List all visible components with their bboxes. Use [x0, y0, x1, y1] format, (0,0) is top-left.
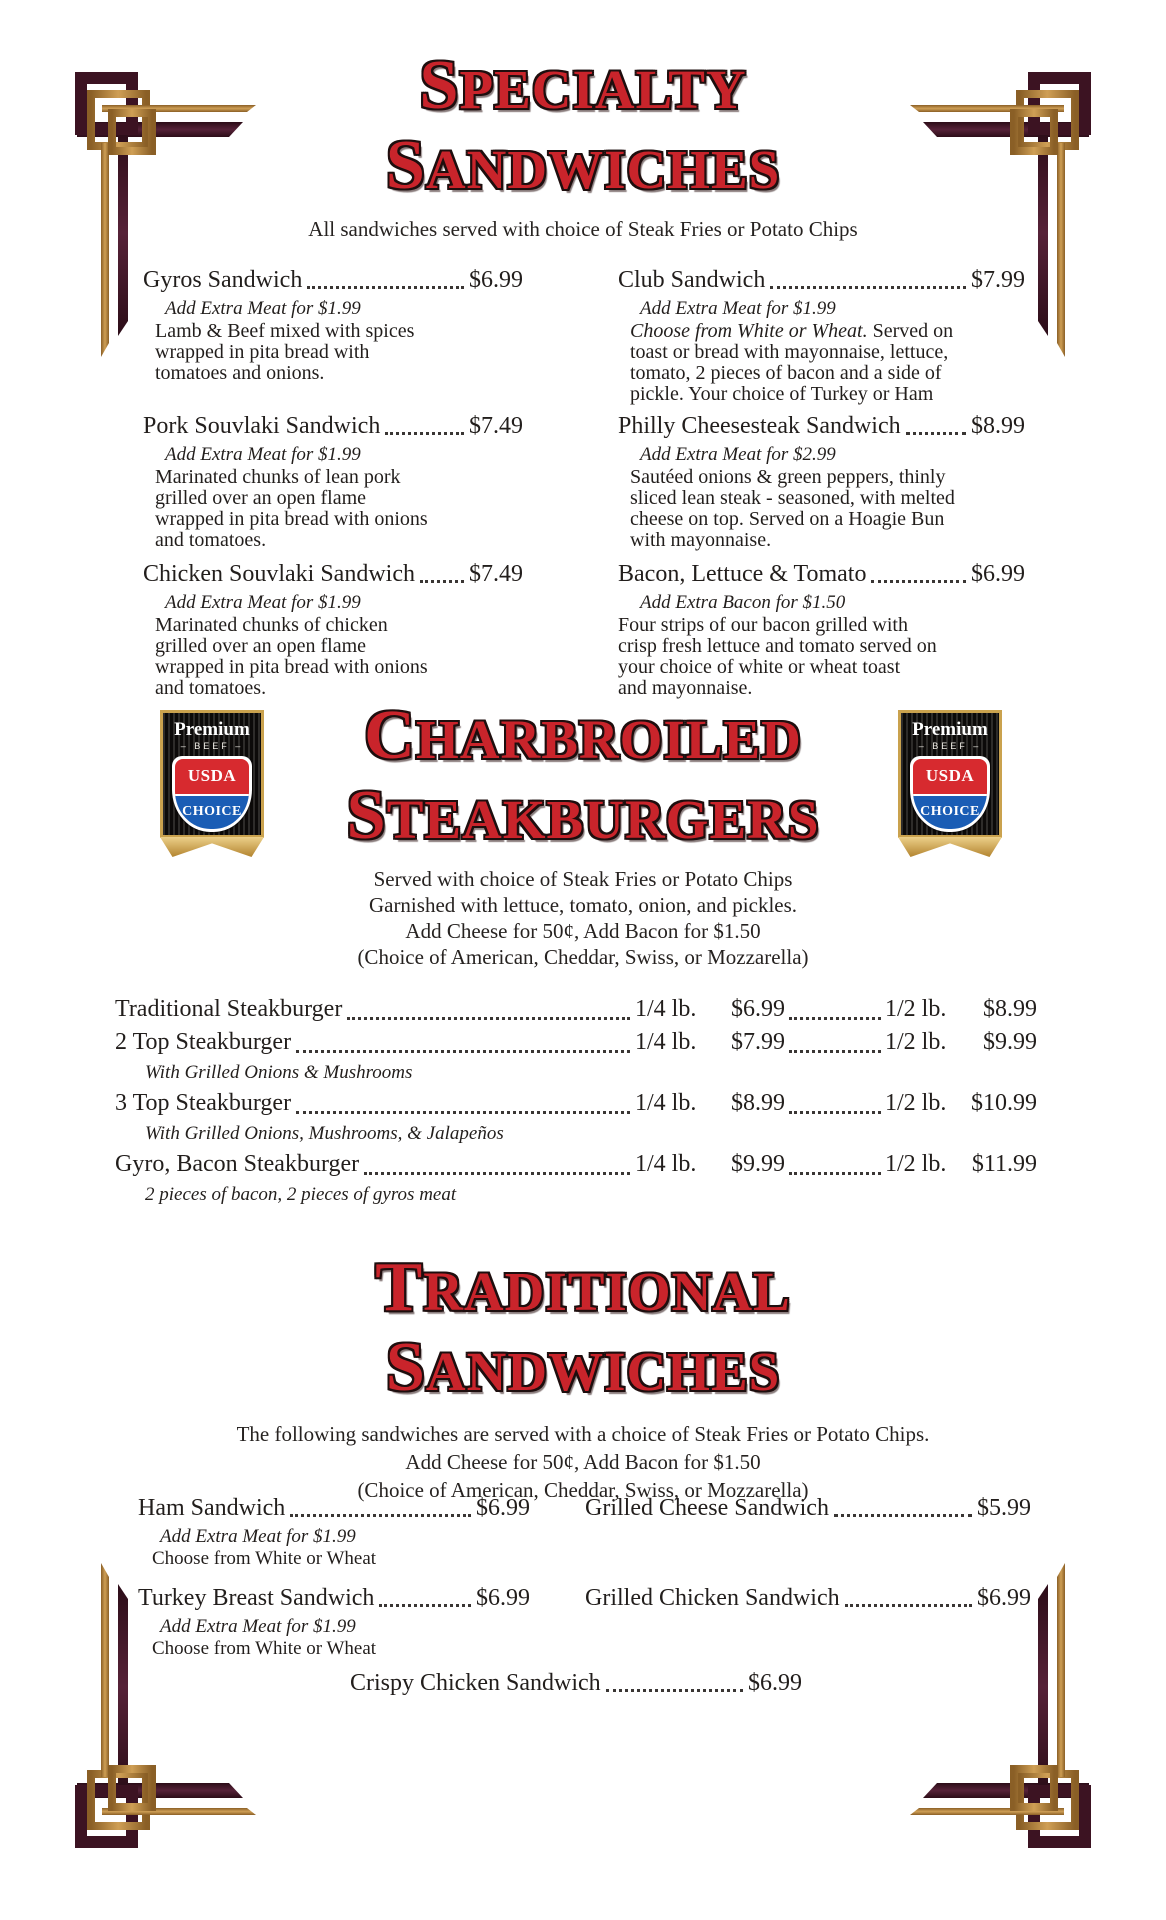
dotted-leader [364, 1172, 630, 1175]
dotted-leader [290, 1514, 471, 1517]
specialty-right-column [618, 265, 1025, 699]
steakburgers-intro-line: (Choice of American, Cheddar, Swiss, or Mozzarella) [357, 945, 809, 969]
dotted-leader [871, 580, 966, 583]
size-label: 1/2 lb. [885, 1090, 947, 1116]
specialty-items [143, 265, 1025, 699]
item-name: Ham Sandwich [138, 1495, 286, 1521]
size-label: 1/4 lb. [635, 996, 697, 1022]
item-price: $6.99 [469, 267, 523, 293]
item-note: Add Extra Meat for $2.99 [640, 444, 836, 465]
traditional-title [0, 1248, 1166, 1504]
item-note: Add Extra Meat for $1.99 [160, 1616, 356, 1637]
item-description [618, 615, 1025, 699]
item-name: Gyros Sandwich [143, 267, 303, 293]
item-name: Philly Cheesesteak Sandwich [618, 413, 901, 439]
dotted-leader [834, 1514, 972, 1517]
item-desc-line: grilled over an open flame [155, 487, 367, 509]
item-desc-line: grilled over an open flame [155, 635, 367, 657]
premium-label: Premium [912, 719, 988, 740]
item-desc-line: cheese on top. Served on a Hoagie Bun [630, 508, 945, 530]
traditional-intro-line: (Choice of American, Cheddar, Swiss, or Mozzarella) [357, 1478, 809, 1502]
item-desc-line: Marinated chunks of lean pork [155, 466, 401, 488]
item-description [155, 321, 523, 384]
specialty-title-line2: SANDWICHES [385, 126, 781, 204]
item-desc-line: your choice of white or wheat toast [618, 656, 901, 678]
dotted-leader [606, 1689, 743, 1692]
steakburgers-title-line1: CHARBROILED [364, 696, 802, 774]
traditional-intro-line: The following sandwiches are served with a choice of Steak Fries or Potato Chips. [236, 1422, 930, 1446]
dotted-leader [385, 432, 464, 435]
item-price: $6.99 [731, 996, 785, 1022]
item-desc-line: sliced lean steak - seasoned, with melted [630, 487, 955, 509]
item-desc-line: Four strips of our bacon grilled with [618, 614, 908, 636]
item-name: Turkey Breast Sandwich [138, 1585, 375, 1611]
item-desc-line: Marinated chunks of chicken [155, 614, 388, 636]
menu-item-blt [618, 559, 1025, 699]
choice-label: CHOICE [913, 796, 987, 829]
item-name: Grilled Chicken Sandwich [585, 1585, 840, 1611]
item-description [630, 467, 1025, 551]
premium-label: Premium [174, 719, 250, 740]
specialty-left-column [143, 265, 523, 699]
item-price: $8.99 [731, 1090, 785, 1116]
dotted-leader [420, 580, 464, 583]
item-note: Add Extra Bacon for $1.50 [640, 592, 846, 613]
item-note: Add Extra Meat for $1.99 [160, 1526, 356, 1547]
menu-item-gyros [143, 265, 523, 411]
steakburger-list [115, 993, 1037, 1209]
item-name: Club Sandwich [618, 267, 766, 293]
item-price: $6.99 [476, 1585, 530, 1611]
item-price: $6.99 [971, 561, 1025, 587]
item-description [155, 467, 523, 551]
item-name: Pork Souvlaki Sandwich [143, 413, 381, 439]
item-desc-line: Sautéed onions & green peppers, thinly [630, 466, 946, 488]
item-desc-line: tomato, 2 pieces of bacon and a side of [630, 362, 942, 384]
size-label: 1/4 lb. [635, 1151, 697, 1177]
item-description [155, 615, 523, 699]
beef-label: – BEEF – [918, 741, 982, 751]
size-label: 1/2 lb. [885, 1151, 947, 1177]
item-price: $8.99 [971, 413, 1025, 439]
dotted-leader [296, 1050, 630, 1053]
dotted-leader [379, 1604, 471, 1607]
item-name: Gyro, Bacon Steakburger [115, 1151, 360, 1177]
item-desc-line: Choose from White or Wheat [152, 1638, 377, 1659]
menu-item-grilled-chicken [585, 1583, 1031, 1667]
item-desc-line: wrapped in pita bread with onions [155, 508, 428, 530]
item-desc-italic: Choose from White or Wheat. [630, 320, 868, 342]
item-price: $8.99 [983, 996, 1037, 1022]
dotted-leader [845, 1604, 972, 1607]
item-name: Chicken Souvlaki Sandwich [143, 561, 415, 587]
specialty-title [0, 46, 1166, 242]
item-desc-line [630, 321, 1025, 342]
dotted-leader [789, 1172, 881, 1175]
dotted-leader [770, 286, 966, 289]
menu-item-turkey [138, 1583, 530, 1667]
menu-item-philly [618, 411, 1025, 559]
item-price: $6.99 [476, 1495, 530, 1521]
traditional-title-line2: SANDWICHES [385, 1328, 781, 1406]
dotted-leader [789, 1111, 881, 1114]
dotted-leader [347, 1017, 630, 1020]
item-name: Bacon, Lettuce & Tomato [618, 561, 867, 587]
item-name: Grilled Cheese Sandwich [585, 1495, 829, 1521]
beef-label: – BEEF – [180, 741, 244, 751]
choice-label: CHOICE [175, 796, 249, 829]
steakburger-row-traditional [115, 993, 1037, 1026]
size-label: 1/2 lb. [885, 996, 947, 1022]
item-price: $7.99 [971, 267, 1025, 293]
traditional-right-column [585, 1493, 1031, 1673]
usda-label: USDA [175, 759, 249, 796]
item-note: Add Extra Meat for $1.99 [640, 298, 836, 319]
steakburgers-intro-line: Served with choice of Steak Fries or Potato Chips [373, 867, 793, 891]
item-note: Add Extra Meat for $1.99 [165, 444, 361, 465]
menu-item-club [618, 265, 1025, 411]
item-desc-line: wrapped in pita bread with [155, 341, 370, 363]
item-price: $7.99 [731, 1029, 785, 1055]
item-name: 3 Top Steakburger [115, 1090, 292, 1116]
item-price: $6.99 [977, 1585, 1031, 1611]
menu-item-chicken-souvlaki [143, 559, 523, 699]
item-price: $9.99 [731, 1151, 785, 1177]
item-price: $9.99 [983, 1029, 1037, 1055]
item-note: Add Extra Meat for $1.99 [165, 298, 361, 319]
item-description [630, 321, 1025, 405]
traditional-title-line1: TRADITIONAL [375, 1248, 791, 1326]
traditional-intro-line: Add Cheese for 50¢, Add Bacon for $1.50 [405, 1450, 761, 1474]
size-label: 1/2 lb. [885, 1029, 947, 1055]
dotted-leader [906, 432, 966, 435]
item-desc-rest: Served on [872, 320, 954, 342]
dotted-leader [296, 1111, 630, 1114]
steakburger-row-gyro-bacon [115, 1148, 1037, 1181]
item-desc-line: crisp fresh lettuce and tomato served on [618, 635, 937, 657]
item-desc-line: pickle. Your choice of Turkey or Ham [630, 383, 934, 405]
item-note: With Grilled Onions, Mushrooms, & Jalapeños [145, 1123, 504, 1144]
item-desc-line: toast or bread with mayonnaise, lettuce, [630, 341, 949, 363]
menu-item-ham [138, 1493, 530, 1577]
item-price: $7.49 [469, 561, 523, 587]
steakburger-row-2top [115, 1026, 1037, 1059]
item-desc-line: Choose from White or Wheat [152, 1548, 377, 1569]
item-desc-line: with mayonnaise. [630, 529, 772, 551]
dotted-leader [789, 1050, 881, 1053]
menu-item-crispy-chicken [350, 1668, 802, 1698]
usda-label: USDA [913, 759, 987, 796]
item-name: Crispy Chicken Sandwich [350, 1670, 601, 1696]
item-note: With Grilled Onions & Mushrooms [145, 1062, 413, 1083]
item-name: Traditional Steakburger [115, 996, 343, 1022]
item-desc-line: and mayonnaise. [618, 677, 753, 699]
menu-item-grilled-cheese [585, 1493, 1031, 1577]
steakburgers-title-line2: STEAKBURGERS [346, 776, 820, 854]
steakburger-row-3top [115, 1087, 1037, 1120]
dotted-leader [307, 286, 464, 289]
dotted-leader [789, 1017, 881, 1020]
traditional-intro [0, 1420, 1166, 1504]
item-note: Add Extra Meat for $1.99 [165, 592, 361, 613]
steakburgers-title [0, 696, 1166, 970]
item-desc-line: and tomatoes. [155, 677, 267, 699]
specialty-subtitle: All sandwiches served with choice of Steak Fries or Potato Chips [308, 217, 858, 241]
item-price: $7.49 [469, 413, 523, 439]
size-label: 1/4 lb. [635, 1029, 697, 1055]
traditional-left-column [138, 1493, 530, 1673]
item-price: $6.99 [748, 1670, 802, 1696]
item-note: 2 pieces of bacon, 2 pieces of gyros meat [145, 1184, 457, 1205]
size-label: 1/4 lb. [635, 1090, 697, 1116]
menu-item-pork-souvlaki [143, 411, 523, 559]
item-desc-line: and tomatoes. [155, 529, 267, 551]
item-desc-line: wrapped in pita bread with onions [155, 656, 428, 678]
steakburgers-intro-line: Add Cheese for 50¢, Add Bacon for $1.50 [405, 919, 761, 943]
item-name: 2 Top Steakburger [115, 1029, 292, 1055]
steakburgers-intro-line: Garnished with lettuce, tomato, onion, and pickles. [368, 893, 798, 917]
item-price: $5.99 [977, 1495, 1031, 1521]
steakburgers-intro [0, 866, 1166, 970]
traditional-items [138, 1493, 1031, 1673]
item-desc-line: Lamb & Beef mixed with spices [155, 320, 415, 342]
item-price: $11.99 [971, 1151, 1037, 1177]
item-price: $10.99 [971, 1090, 1037, 1116]
specialty-title-line1: SPECIALTY [419, 46, 747, 124]
item-desc-line: tomatoes and onions. [155, 362, 325, 384]
